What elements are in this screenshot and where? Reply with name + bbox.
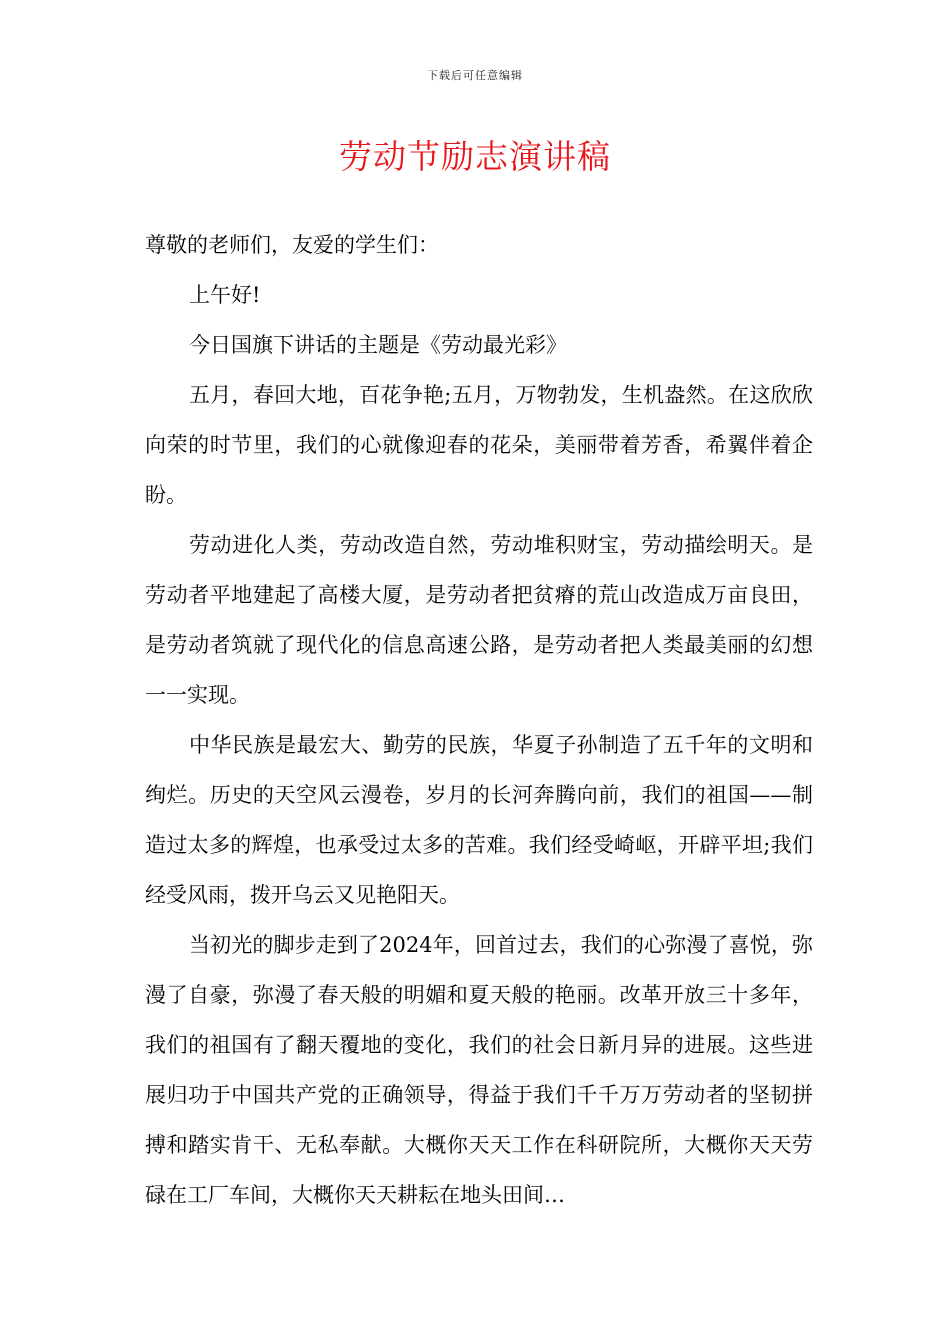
- paragraph-greeting: 上午好!: [189, 283, 261, 307]
- paragraph-labor: 劳动进化人类，劳动改造自然，劳动堆积财宝，劳动描绘明天。是劳动者平地建起了高楼大厦，是劳动者把贫瘠的荒山改造成万亩良田，是劳动者筑就了现代化的信息高速公路，是劳动者把人类最美丽的幻想一一实现。: [145, 533, 813, 707]
- paragraph-nation: 中华民族是最宏大、勤劳的民族，华夏子孙制造了五千年的文明和绚烂。历史的天空风云漫卷，岁月的长河奔腾向前，我们的祖国——制造过太多的辉煌，也承受过太多的苦难。我们经受崎岖，开辟平坦;我们经受风雨，拨开乌云又见艳阳天。: [145, 733, 813, 907]
- paragraph-topic: 今日国旗下讲话的主题是《劳动最光彩》: [189, 333, 567, 357]
- document-title: 劳动节励志演讲稿: [339, 137, 611, 176]
- paragraph-progress: 当初光的脚步走到了2024年，回首过去，我们的心弥漫了喜悦，弥漫了自豪，弥漫了春天般的明媚和夏天般的艳丽。改革开放三十多年，我们的祖国有了翻天覆地的变化，我们的社会日新月异的进展。这些进展归功于中国共产党的正确领导，得益于我们千千万万劳动者的坚韧拼搏和踏实肯干、无私奉献。大概你天天工作在科研院所，大概你天天劳碌在工厂车间，大概你天天耕耘在地头田间…: [145, 933, 813, 1207]
- document-body: [145, 220, 813, 1220]
- paragraph-may: 五月，春回大地，百花争艳;五月，万物勃发，生机盎然。在这欣欣向荣的时节里，我们的心就像迎春的花朵，美丽带着芳香，希翼伴着企盼。: [145, 383, 813, 507]
- salutation: 尊敬的老师们，友爱的学生们：: [145, 233, 439, 257]
- header-note: 下载后可任意编辑: [427, 69, 523, 82]
